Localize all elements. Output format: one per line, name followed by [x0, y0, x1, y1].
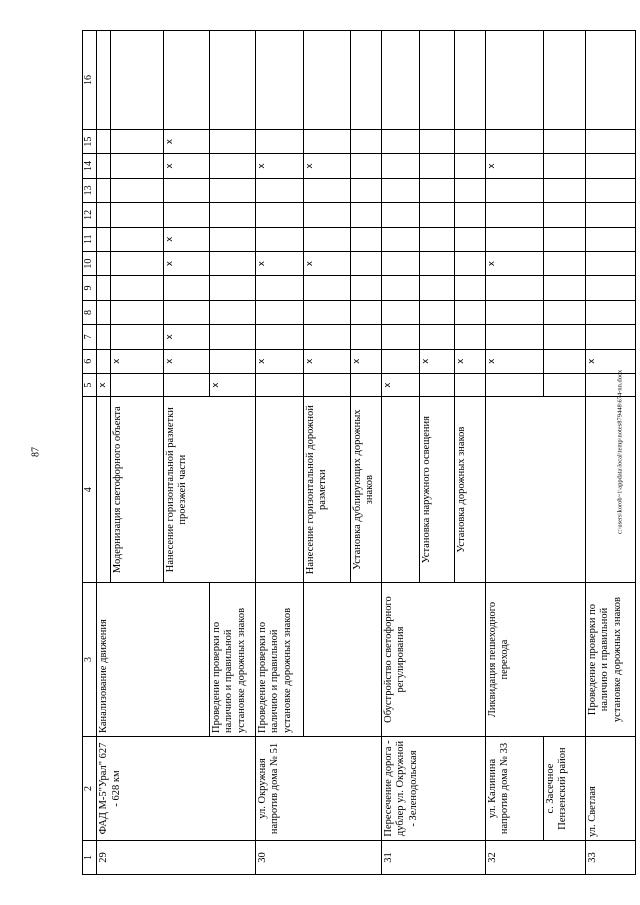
- location-cell: ул. Калинина напротив дома № 33: [485, 737, 543, 841]
- table-row: [381, 31, 419, 875]
- mark-cell: x: [110, 349, 163, 373]
- mark-cell: x: [303, 251, 350, 275]
- mark-cell: x: [303, 154, 350, 178]
- mark-cell: x: [163, 154, 209, 178]
- header-row: [83, 31, 97, 875]
- mark-cell: x: [163, 349, 209, 373]
- table-row: [255, 31, 303, 875]
- mark-cell: x: [163, 251, 209, 275]
- event-cell: Модернизация светофорного объекта: [110, 397, 163, 583]
- mark-cell: x: [209, 373, 255, 396]
- mark-cell: x: [255, 154, 303, 178]
- header-cell: 5: [83, 373, 97, 396]
- mark-cell: x: [381, 373, 419, 396]
- events-table: [82, 30, 636, 875]
- row-number-cell: 29: [97, 841, 256, 875]
- mark-cell: x: [163, 129, 209, 153]
- mark-cell: x: [163, 325, 209, 349]
- footer-file-path: c:\users\korob~1\appdata\local\temp\notes879448\674-nn.docx: [616, 369, 624, 535]
- event-cell: Нанесение горизонтальной разметки проезжей части: [163, 397, 255, 583]
- location-cell: ул. Окружная напротив дома № 51: [255, 737, 381, 841]
- row-number-cell: 30: [255, 841, 381, 875]
- mark-cell: x: [255, 251, 303, 275]
- mark-cell: x: [419, 349, 454, 373]
- activity-cell: Ликвидация пешеходного перехода: [485, 583, 585, 737]
- header-cell: 15: [83, 129, 97, 153]
- mark-cell: x: [585, 349, 635, 373]
- event-cell: Установка дорожных знаков: [454, 397, 485, 583]
- activity-cell: Обустройство светофорного регулирования: [381, 583, 485, 737]
- row-number-cell: 33: [585, 841, 635, 875]
- activity-cell: Проведение проверки по наличию и правильной установке дорожных знаков: [585, 583, 635, 737]
- mark-cell: x: [97, 373, 111, 396]
- activity-cell: [303, 583, 381, 737]
- header-cell: 3: [83, 583, 97, 737]
- event-cell: [255, 397, 303, 583]
- table-row: [585, 31, 635, 875]
- mark-cell: x: [303, 349, 350, 373]
- event-cell: Установка наружного освещения: [419, 397, 454, 583]
- activity-cell: Проведение проверки по наличию и правильной установке дорожных знаков: [255, 583, 303, 737]
- event-cell: [485, 397, 585, 583]
- header-cell: 9: [83, 276, 97, 300]
- mark-cell: x: [454, 349, 485, 373]
- table-row: [97, 31, 111, 875]
- header-cell: 10: [83, 251, 97, 275]
- header-cell: 4: [83, 397, 97, 583]
- activity-cell: Проведение проверки по наличию и правильной установке дорожных знаков: [209, 583, 255, 737]
- mark-cell: x: [485, 349, 543, 373]
- location-cell: ул. Светлая: [585, 737, 635, 841]
- header-cell: 7: [83, 325, 97, 349]
- mark-cell: x: [163, 227, 209, 251]
- location-cell: ФАД М-5"Урал" 627 - 628 км: [97, 737, 256, 841]
- event-cell: Нанесение горизонтальной дорожной разметки: [303, 397, 350, 583]
- header-cell: 8: [83, 300, 97, 324]
- location-cell: Пересечение дорога - дублер ул. Окружной - Зеленодольская: [381, 737, 485, 841]
- event-cell: [97, 397, 111, 583]
- table-row: [485, 31, 543, 875]
- header-cell: 14: [83, 154, 97, 178]
- activity-cell: Канализование движения: [97, 583, 210, 737]
- row-number-cell: 32: [485, 841, 585, 875]
- location-cell: с. Засечное Пензенский район: [543, 737, 585, 841]
- header-cell: 13: [83, 178, 97, 202]
- header-cell: 2: [83, 737, 97, 841]
- event-cell: [381, 397, 419, 583]
- header-cell: 1: [83, 841, 97, 875]
- header-cell: 11: [83, 227, 97, 251]
- event-cell: [585, 397, 635, 583]
- mark-cell: x: [485, 154, 543, 178]
- event-cell: Установка дублирующих дорожных знаков: [350, 397, 381, 583]
- page-number: 87: [30, 447, 42, 457]
- header-cell: 12: [83, 203, 97, 227]
- mark-cell: x: [485, 251, 543, 275]
- mark-cell: x: [255, 349, 303, 373]
- header-cell: 16: [83, 31, 97, 130]
- mark-cell: x: [350, 349, 381, 373]
- row-number-cell: 31: [381, 841, 485, 875]
- header-cell: 6: [83, 349, 97, 373]
